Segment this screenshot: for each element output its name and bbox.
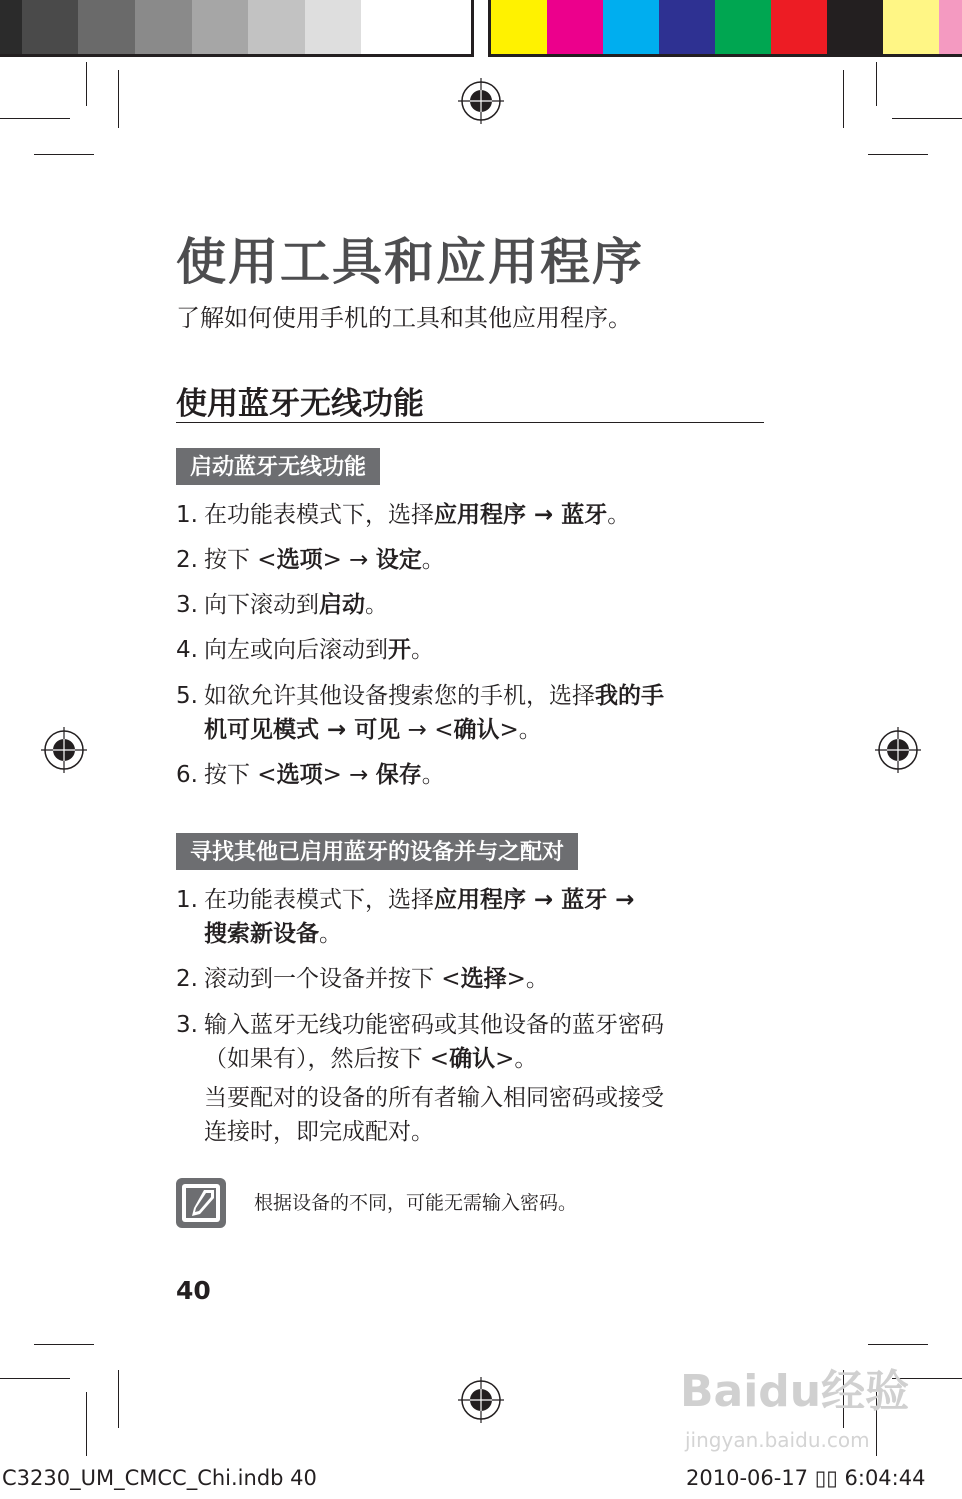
list-item: 1. 在功能表模式下，选择应用程序 → 蓝牙。 xyxy=(176,502,631,528)
page-title: 使用工具和应用程序 xyxy=(176,233,644,291)
note-pencil-icon xyxy=(174,1176,228,1230)
registration-mark-icon xyxy=(458,78,504,124)
list-item: 6. 按下 <选项> → 保存。 xyxy=(176,762,445,788)
list-item: 3. 向下滚动到启动。 xyxy=(176,592,388,618)
list-item: 4. 向左或向后滚动到开。 xyxy=(176,637,434,663)
footer-filename: C3230_UM_CMCC_Chi.indb 40 xyxy=(2,1466,317,1490)
page-number: 40 xyxy=(176,1276,211,1305)
section-divider xyxy=(176,422,764,423)
subsection-label: 寻找其他已启用蓝牙的设备并与之配对 xyxy=(176,833,578,870)
list-item: 2. 滚动到一个设备并按下 <选择>。 xyxy=(176,966,549,992)
registration-mark-icon xyxy=(458,1377,504,1423)
list-item: 5. 如欲允许其他设备搜索您的手机，选择我的手 机可见模式 → 可见 → <确认>。 xyxy=(176,683,664,743)
page-subtitle: 了解如何使用手机的工具和其他应用程序。 xyxy=(176,304,632,332)
watermark-logo: Baidu经验 xyxy=(680,1366,910,1417)
registration-mark-icon xyxy=(41,727,87,773)
note-text: 根据设备的不同，可能无需输入密码。 xyxy=(254,1192,578,1214)
watermark-url: jingyan.baidu.com xyxy=(685,1428,870,1452)
color-bar-frame xyxy=(488,0,962,57)
list-item: 2. 按下 <选项> → 设定。 xyxy=(176,547,445,573)
gray-bar-frame xyxy=(0,0,474,57)
list-item: 1. 在功能表模式下，选择应用程序 → 蓝牙 → 搜索新设备。 xyxy=(176,887,635,947)
footer-timestamp: 2010-06-17 ▯▯ 6:04:44 xyxy=(686,1466,926,1490)
list-item: 3. 输入蓝牙无线功能密码或其他设备的蓝牙密码 （如果有），然后按下 <确认>。 当要配对的设备的所有者输入相同密码或接受 连接时，即完成配对。 xyxy=(176,1012,664,1145)
section-heading: 使用蓝牙无线功能 xyxy=(176,386,424,422)
subsection-label: 启动蓝牙无线功能 xyxy=(176,448,380,485)
registration-mark-icon xyxy=(875,727,921,773)
